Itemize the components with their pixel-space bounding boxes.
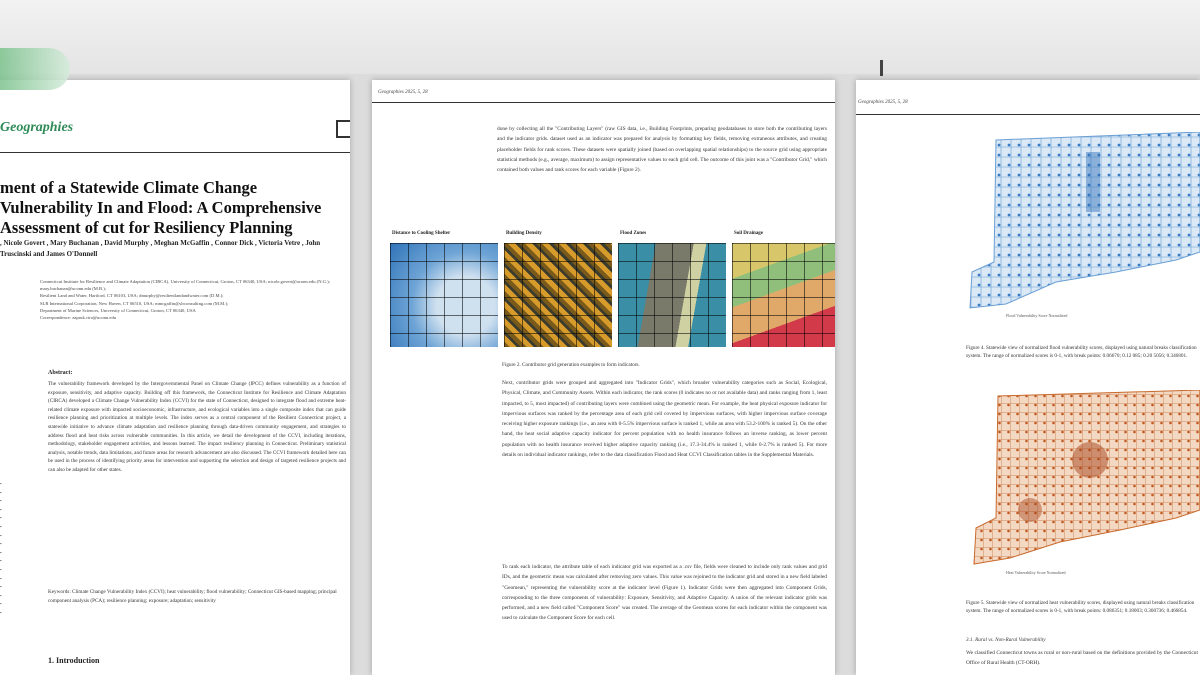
paper-page-1 — [0, 80, 350, 675]
figure-5-caption: Figure 5. Statewide view of normalized heat vulnerability scores, displayed using natural breaks classification system. The range of normalized scores is 0-1, with break points: 0.086351; 0.18003; 0.300736; 0.466854. — [966, 600, 1195, 614]
map-tile-soil-drainage — [732, 243, 835, 347]
map-tile-flood-zones — [618, 243, 726, 347]
abstract-text: The vulnerability framework developed by the Intergovernmental Panel on Climate Change (IPCC) defines vulnerability as a function of exposure, sensitivity, and adaptive capacity. Building off this framework, the Connecticut Institute for Resilience and Climate Adaptation (CIRCA) developed a Climate Change Vulnerability Index (CCVI) for the state of Connecticut, designed to integrate flood and extreme heat-related climate exposure with impacted socioeconomic, infrastructure, and ecological variables into a single composite index that can guide resilience planning and prioritization at multiple levels. The index serves as a central component of the Resilient Connecticut project, a statewide initiative to advance climate adaptation and resilience planning through data-driven community engagement, and strategies to address flood and heat risks across vulnerable communities. In this article, we detail the development of the CCVI, including iterations, methodology, stakeholder engagement activities, and lessons learned. The impact resiliency planning in Connecticut. Preliminary statistical analysis, notable trends, data limitations, and future areas for research advancement are also discussed. The CCVI framework detailed here can be used in the process of identifying priority areas for intervention and supporting the selection and design of targeted resilience projects and can also be adapted for other states. — [48, 381, 346, 473]
section-heading-introduction: 1. Introduction — [48, 656, 100, 665]
running-header: Geographies 2025, 5, 28 — [858, 100, 908, 105]
paper-page-2 — [372, 80, 835, 675]
affiliations — [40, 278, 345, 321]
affiliation-4: Department of Marine Sciences, University of Connecticut, Groton, CT 06340, USA — [40, 307, 196, 313]
paper-page-3 — [856, 80, 1200, 675]
affiliation-2: Resilient Land and Water, Hartford, CT 06103, USA; dmurphy@resilientlandandwater.com (D.M.); — [40, 293, 224, 299]
header-rule — [0, 152, 350, 153]
keywords: Keywords: Climate Change Vulnerability Index (CCVI); heat vulnerability; flood vulnerability; Connecticut GIS-based mapping; principal component analysis (PCA); resilience planning; exposure; adaptation; sensitivity — [48, 589, 337, 604]
publisher-logo — [336, 120, 350, 138]
heat-vulnerability-map — [970, 390, 1200, 565]
author-list: , Nicole Govert , Mary Buchanan , David Murphy , Meghan McGaffin , Connor Dick , Victoria Vetre , John Truscinski and James O'Donnell — [0, 239, 321, 258]
heat-map-legend: Heat Vulnerability Score Normalized — [1006, 570, 1066, 575]
flood-vulnerability-map — [966, 132, 1200, 312]
section-heading-rural: 3.1. Rural vs. Non-Rural Vulnerability — [966, 637, 1046, 643]
affiliation-5: Correspondence: zapruk.cira@uconn.edu — [40, 315, 117, 321]
text-cursor — [880, 60, 883, 76]
flood-map-legend: Flood Vulnerability Score Normalized — [1006, 313, 1068, 318]
figure-label-cooling: Distance to Cooling Shelter — [392, 231, 451, 236]
map-tile-building-density — [504, 243, 612, 347]
paragraph-indicator-grids: Next, contributor grids were grouped and aggregated into "Indicator Grids", which broader vulnerability categories such as Social, Ecological, Physical, Climate, and Community Assets. Within each indicator, the rank scores (0 indicates no or not available data) and ranks ranging from 1, least impacted, to 5, most impacted) of contributing layers were combined using the geometric mean. For example, the heat physical exposure indicator for impervious surfaces was ranked by the percentage area of each grid cell covered by impervious surfaces, with higher impervious surface coverage receiving higher exposure rankings (i.e., an area with 0-5.5% impervious surface is ranked 1, while an area with 53.2-100% is ranked 5). On the other hand, the heat social adaptive capacity indicator for percent population with no health insurance follows an inverse ranking, as lower percent population with no health insurance received higher adaptive capacity ranking (i.e., 17.3-34.4% is ranked 1, while 0-2.7% is ranked 5). For more details on individual indicator rankings, refer to the data classification Flood and Heat CCVI Classification tables in the Supplemental Materials. — [502, 380, 827, 459]
header-rule — [856, 114, 1200, 115]
affiliation-3: SLR International Corporation, New Haven, CT 06510, USA; mmcgaffin@slrconsulting.com (M.M.); — [40, 300, 229, 306]
viewer-toolbar — [0, 0, 1200, 74]
figure-label-soil: Soil Drainage — [734, 231, 764, 236]
citation-sidebar: ▪ ▪ ▪ ▪ ▪ ▪ ▪ ▪ ▪ ▪ ▪ ▪ ▪ ▪ ▪ ▪ — [0, 481, 2, 615]
journal-logo-shape — [0, 48, 70, 90]
figure-label-flood: Flood Zones — [620, 231, 647, 236]
figure-4-caption: Figure 4. Statewide view of normalized flood vulnerability scores, displayed using natural breaks classification system. The range of normalized scores is 0-1, with break points: 0.06670; 0.12 085; 0.20 5056; 0.346801. — [966, 345, 1197, 359]
header-rule — [372, 102, 835, 103]
affiliation-1: Connecticut Institute for Resilience and Climate Adaptation (CIRCA), University of Connecticut, Groton, CT 06340, USA; nicole.govert@uconn.edu (N.G.); mary.buchanan@uconn.edu (M.B.); — [40, 279, 330, 292]
paragraph-contributing-layers: done by collecting all the "Contributing Layers" (raw GIS data, i.e., Building Footprints, preparing geodatabases to store both the contributing layers and the indicator grids. dataset used as an indicator was prepared for analysis by formatting key fields, removing extraneous attributes, and creating placeholder fields for rank scores. These datasets were spatially joined (based on overlapping spatial relationships) to the source grid using appropriate statistical methods (e.g., average, maximum) to assign representative values to each grid cell. The outcome of this joint was a "Contributor Grid," which contained both values and rank scores for each variable (Figure 2). — [497, 126, 827, 174]
paper-title: ment of a Statewide Climate Change Vulnerability In and Flood: A Comprehensive Assessment of cut for Resiliency Planning — [0, 178, 322, 237]
journal-name: Geographies — [0, 120, 74, 135]
abstract-heading: Abstract: — [48, 370, 73, 376]
map-tile-cooling-shelter — [390, 243, 498, 347]
paragraph-rank-indicator: To rank each indicator, the attribute table of each indicator grid was exported as a .csv file, fields were cleaned to include only rank values and grid IDs, and the geometric mean was calculated after removing zero values. This value was rejoined to the indicator grid and stored in a new field labeled "Geomean," representing the vulnerability score at the indicator level (Figure 1). Indicator Grids were then aggregated into Component Grids, corresponding to the three components of vulnerability: Exposure, Sensitivity, and Adaptive Capacity. A union of the relevant indicator grids was performed, and a new field called "Component Score" was created. The average of the Geomean scores for each indicator within the component was used to calculate the Component Score for each cell. — [502, 564, 827, 622]
paragraph-rural: We classified Connecticut towns as rural or non-rural based on the definitions provided by the Connecticut Office of Rural Health (CT-ORH). — [966, 650, 1198, 667]
figure-2-caption: Figure 2. Contributor grid generation examples to form indicators. — [502, 362, 640, 368]
running-header: Geographies 2025, 5, 28 — [378, 90, 428, 95]
figure-label-building: Building Density — [506, 231, 542, 236]
